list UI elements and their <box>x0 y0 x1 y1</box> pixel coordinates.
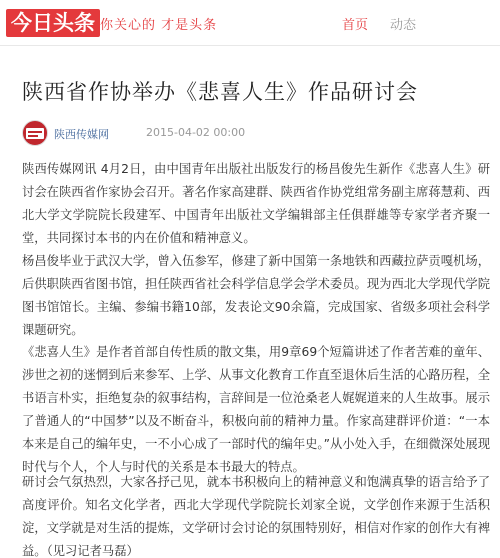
header-slogan: 你关心的 才是头条 <box>100 18 218 33</box>
article-title: 陕西省作协举办《悲喜人生》作品研讨会 <box>22 80 418 104</box>
source-avatar-icon[interactable] <box>22 120 48 146</box>
source-link[interactable]: 陕西传媒网 <box>54 128 109 141</box>
nav-home-link[interactable]: 首页 <box>342 18 369 33</box>
toutiao-logo[interactable]: 今日头条 <box>6 9 100 37</box>
article-paragraph: 研讨会气氛热烈，大家各抒己见，就本书积极向上的精神意义和饱满真挚的语言给予了高度评价。知名文化学者，西北大学现代学院院长刘家全说，文学创作来源于生活积淀，文学就是对生活的提炼，文学研讨会讨论的氛围特别好，相信对作家的创作大有裨益。（见习记者马磊） <box>22 475 490 558</box>
article-paragraph: 《悲喜人生》是作者首部自传性质的散文集，用9章69个短篇讲述了作者苦难的童年、涉世之初的迷惘到后来参军、上学、从事文化教育工作直至退休后生活的心路历程，全书语言朴实，拒绝复杂的叙事结构，言辞间是一位沧桑老人娓娓道来的人生故事。展示了普通人的“中国梦”以及不断奋斗，积极向前的精神力量。作家高建群评价道：“一本本来是自己的编年史，一不小心成了一部时代的编年史。”从小处入手，在细微深处展现时代与个人，个人与时代的关系是本书最大的特点。 <box>22 345 490 474</box>
article-paragraph: 杨昌俊毕业于武汉大学，曾入伍参军，修建了新中国第一条地铁和西藏拉萨贡嘎机场，后供职陕西省图书馆，担任陕西省社会科学信息学会学术委员。现为西北大学现代学院图书馆馆长。主编、参编书籍10部，发表论文90余篇，完成国家、省级多项社会科学课题研究。 <box>22 254 490 337</box>
publish-date: 2015-04-02 00:00 <box>146 126 246 139</box>
avatar-logo-mark <box>26 128 44 139</box>
nav-dynamic-link[interactable]: 动态 <box>390 18 417 33</box>
article-meta <box>22 120 492 148</box>
article-paragraph: 陕西传媒网讯 4月2日，由中国青年出版社出版发行的杨昌俊先生新作《悲喜人生》研讨会在陕西省作家协会召开。著名作家高建群、陕西省作协党组常务副主席蒋慧莉、西北大学文学院院长段建军、中国青年出版社文学编辑部主任俱群雄等专家学者齐聚一堂，共同探讨本书的内在价值和精神意义。 <box>22 162 490 245</box>
top-header <box>0 0 500 46</box>
